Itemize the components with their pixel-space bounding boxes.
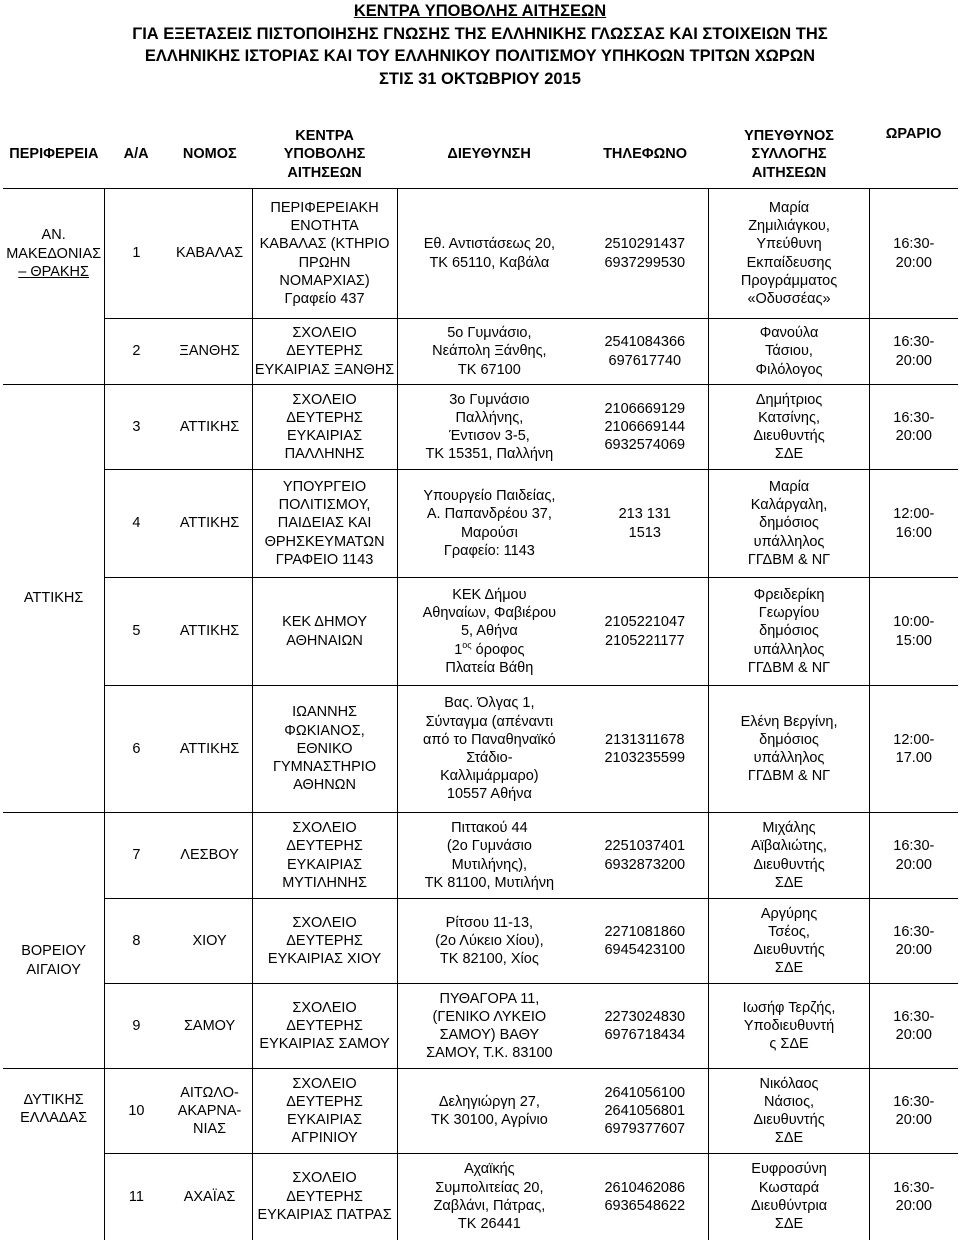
table-row <box>3 899 958 984</box>
address-cell: Δεληγιώργη 27, ΤΚ 30100, Αγρίνιο <box>397 1069 581 1154</box>
header-phone: ΤΗΛΕΦΩΝΟ <box>603 146 688 163</box>
hours-cell: 16:30- 20:00 <box>869 385 958 470</box>
responsible-cell: Μαρία Καλάργαλη, δημόσιος υπάλληλος ΓΓΔΒΜ & ΝΓ <box>709 470 869 578</box>
table-row <box>3 189 958 319</box>
phone-cell: 2273024830 6976718434 <box>581 984 709 1069</box>
responsible-cell: Ευφροσύνη Κωσταρά Διευθύντρια ΣΔΕ <box>709 1154 869 1240</box>
nomos-cell: ΑΤΤΙΚΗΣ <box>168 578 252 686</box>
nomos-cell: ΞΑΝΘΗΣ <box>168 319 252 385</box>
header-responsible: ΥΠΕΥΘΥΝΟΣ ΣΥΛΛΟΓΗΣ ΑΙΤΗΣΕΩΝ <box>744 128 834 181</box>
table-row <box>3 686 958 813</box>
address-cell: 3ο Γυμνάσιο Παλλήνης, Έντισον 3-5, ΤΚ 15351, Παλλήνη <box>397 385 581 470</box>
title-line-3: ΕΛΛΗΝΙΚΗΣ ΙΣΤΟΡΙΑΣ ΚΑΙ ΤΟΥ ΕΛΛΗΝΙΚΟΥ ΠΟΛΙΤΙΣΜΟΥ ΥΠΗΚΟΩΝ ΤΡΙΤΩΝ ΧΩΡΩΝ <box>144 47 816 65</box>
nomos-cell: ΑΙΤΩΛΟ- ΑΚΑΡΝΑ- ΝΙΑΣ <box>168 1069 252 1154</box>
aa-cell: 9 <box>105 984 168 1069</box>
hours-cell: 16:30- 20:00 <box>869 1154 958 1240</box>
phone-cell: 2131311678 2103235599 <box>581 686 709 813</box>
responsible-cell: Μιχάλης Αϊβαλιώτης, Διευθυντής ΣΔΕ <box>709 813 869 899</box>
title-line-2: ΓΙΑ ΕΞΕΤΑΣΕΙΣ ΠΙΣΤΟΠΟΙΗΣΗΣ ΓΝΩΣΗΣ ΤΗΣ ΕΛΛΗΝΙΚΗΣ ΓΛΩΣΣΑΣ ΚΑΙ ΣΤΟΙΧΕΙΩΝ ΤΗΣ <box>132 24 828 43</box>
hours-cell: 16:30- 20:00 <box>869 319 958 385</box>
aa-cell: 11 <box>105 1154 168 1240</box>
floor-number: 1 <box>454 641 463 658</box>
responsible-cell: Ιωσήφ Τερζής, Υποδιευθυντή ς ΣΔΕ <box>709 984 869 1069</box>
nomos-cell: ΧΙΟΥ <box>168 899 252 984</box>
phone-cell: 2510291437 6937299530 <box>581 189 709 319</box>
center-cell: ΙΩΑΝΝΗΣ ΦΩΚΙΑΝΟΣ, ΕΘΝΙΚΟ ΓΥΜΝΑΣΤΗΡΙΟ ΑΘΗΝΩΝ <box>252 686 397 813</box>
table-row <box>3 813 958 899</box>
phone-cell: 2271081860 6945423100 <box>581 899 709 984</box>
floor-label: όροφος <box>471 641 525 658</box>
hours-cell: 12:00- 16:00 <box>869 470 958 578</box>
table-row <box>3 1069 958 1154</box>
header-address: ΔΙΕΥΘΥΝΣΗ <box>447 146 531 163</box>
aa-cell: 2 <box>105 319 168 385</box>
table-row <box>3 385 958 470</box>
address-cell <box>397 578 581 686</box>
responsible-cell: Ελένη Βεργίνη, δημόσιος υπάλληλος ΓΓΔΒΜ & ΝΓ <box>709 686 869 813</box>
table-row <box>3 1154 958 1240</box>
document-title: ΚΕΝΤΡΑ ΥΠΟΒΟΛΗΣ ΑΙΤΗΣΕΩΝ <box>353 2 607 20</box>
address-cell: Εθ. Αντιστάσεως 20, ΤΚ 65110, Καβάλα <box>397 189 581 319</box>
region-cell-amth <box>3 189 105 319</box>
responsible-cell: Νικόλαος Νάσιος, Διευθυντής ΣΔΕ <box>709 1069 869 1154</box>
aa-cell: 10 <box>105 1069 168 1154</box>
center-cell: ΣΧΟΛΕΙΟ ΔΕΥΤΕΡΗΣ ΕΥΚΑΙΡΙΑΣ ΜΥΤΙΛΗΝΗΣ <box>252 813 397 899</box>
nomos-cell: ΛΕΣΒΟΥ <box>168 813 252 899</box>
center-cell: ΣΧΟΛΕΙΟ ΔΕΥΤΕΡΗΣ ΕΥΚΑΙΡΙΑΣ ΠΑΛΛΗΝΗΣ <box>252 385 397 470</box>
aa-cell: 8 <box>105 899 168 984</box>
responsible-cell: Αργύρης Τσέος, Διευθυντής ΣΔΕ <box>709 899 869 984</box>
hours-cell: 16:30- 20:00 <box>869 899 958 984</box>
aa-cell: 1 <box>105 189 168 319</box>
header-nomos: ΝΟΜΟΣ <box>182 146 237 163</box>
address-square: Πλατεία Βάθη <box>445 659 534 676</box>
address-cell: Βας. Όλγας 1, Σύνταγμα (απέναντι από το Παναθηναϊκό Στάδιο- Καλλιμάρμαρο) 10557 Αθήνα <box>397 686 581 813</box>
header-hours: ΩΡΑΡΙΟ <box>885 126 942 142</box>
center-cell: ΠΕΡΙΦΕΡΕΙΑΚΗ ΕΝΟΤΗΤΑ ΚΑΒΑΛΑΣ (ΚΤΗΡΙΟ ΠΡΩΗΝ ΝΟΜΑΡΧΙΑΣ) Γραφείο 437 <box>252 189 397 319</box>
phone-cell: 213 131 1513 <box>581 470 709 578</box>
aa-cell: 4 <box>105 470 168 578</box>
hours-cell: 16:30- 20:00 <box>869 1069 958 1154</box>
table-row <box>3 470 958 578</box>
phone-cell: 2105221047 2105221177 <box>581 578 709 686</box>
table-row <box>3 984 958 1069</box>
region-amth-line2: ΜΑΚΕΔΟΝΙΑΣ <box>6 245 102 262</box>
center-cell: ΣΧΟΛΕΙΟ ΔΕΥΤΕΡΗΣ ΕΥΚΑΙΡΙΑΣ ΧΙΟΥ <box>252 899 397 984</box>
hours-cell: 16:30- 20:00 <box>869 189 958 319</box>
nomos-cell: ΚΑΒΑΛΑΣ <box>168 189 252 319</box>
hours-cell: 16:30- 20:00 <box>869 984 958 1069</box>
region-amth-line3: – ΘΡΑΚΗΣ <box>18 263 89 280</box>
title-line-4: ΣΤΙΣ 31 ΟΚΤΩΒΡΙΟΥ 2015 <box>379 69 581 88</box>
aa-cell: 3 <box>105 385 168 470</box>
address-cell: Ρίτσου 11-13, (2ο Λύκειο Χίου), ΤΚ 82100, Χίος <box>397 899 581 984</box>
header-periferia: ΠΕΡΙΦΕΡΕΙΑ <box>9 146 99 163</box>
document-header <box>0 0 960 90</box>
address-cell: Αχαϊκής Συμπολιτείας 20, Ζαβλάνι, Πάτρας, ΤΚ 26441 <box>397 1154 581 1240</box>
table-header-row <box>3 121 958 189</box>
address-cell: Πιττακού 44 (2ο Γυμνάσιο Μυτιλήνης), ΤΚ 81100, Μυτιλήνη <box>397 813 581 899</box>
header-aa: Α/Α <box>123 146 149 163</box>
aa-cell: 7 <box>105 813 168 899</box>
responsible-cell: Φρειδερίκη Γεωργίου δημόσιος υπάλληλος ΓΓΔΒΜ & ΝΓ <box>709 578 869 686</box>
region-cell-attikis: ΑΤΤΙΚΗΣ <box>3 385 105 813</box>
nomos-cell: ΑΤΤΙΚΗΣ <box>168 385 252 470</box>
aa-cell: 6 <box>105 686 168 813</box>
phone-cell: 2106669129 2106669144 6932574069 <box>581 385 709 470</box>
address-cell: 5ο Γυμνάσιο, Νεάπολη Ξάνθης, ΤΚ 67100 <box>397 319 581 385</box>
hours-cell: 10:00- 15:00 <box>869 578 958 686</box>
hours-cell: 12:00- 17.00 <box>869 686 958 813</box>
region-amth-line1: ΑΝ. <box>41 227 66 244</box>
center-cell: ΣΧΟΛΕΙΟ ΔΕΥΤΕΡΗΣ ΕΥΚΑΙΡΙΑΣ ΣΑΜΟΥ <box>252 984 397 1069</box>
region-cell-vorio-aigaio: ΒΟΡΕΙΟΥ ΑΙΓΑΙΟΥ <box>3 813 105 1069</box>
table-row <box>3 578 958 686</box>
center-cell: ΣΧΟΛΕΙΟ ΔΕΥΤΕΡΗΣ ΕΥΚΑΙΡΙΑΣ ΠΑΤΡΑΣ <box>252 1154 397 1240</box>
center-cell: ΥΠΟΥΡΓΕΙΟ ΠΟΛΙΤΙΣΜΟΥ, ΠΑΙΔΕΙΑΣ ΚΑΙ ΘΡΗΣΚΕΥΜΑΤΩΝ ΓΡΑΦΕΙΟ 1143 <box>252 470 397 578</box>
nomos-cell: ΑΧΑΪΑΣ <box>168 1154 252 1240</box>
responsible-cell: Δημήτριος Κατσίνης, Διευθυντής ΣΔΕ <box>709 385 869 470</box>
region-cell-dytiki-ellada: ΔΥΤΙΚΗΣ ΕΛΛΑΔΑΣ <box>3 1069 105 1240</box>
address-cell: Υπουργείο Παιδείας, Α. Παπανδρέου 37, Μαρούσι Γραφείο: 1143 <box>397 470 581 578</box>
phone-cell: 2641056100 2641056801 6979377607 <box>581 1069 709 1154</box>
nomos-cell: ΣΑΜΟΥ <box>168 984 252 1069</box>
center-cell: ΣΧΟΛΕΙΟ ΔΕΥΤΕΡΗΣ ΕΥΚΑΙΡΙΑΣ ΑΓΡΙΝΙΟΥ <box>252 1069 397 1154</box>
centers-table <box>3 121 958 1240</box>
nomos-cell: ΑΤΤΙΚΗΣ <box>168 470 252 578</box>
table-row <box>3 319 958 385</box>
hours-cell: 16:30- 20:00 <box>869 813 958 899</box>
nomos-cell: ΑΤΤΙΚΗΣ <box>168 686 252 813</box>
floor-ordinal: ος <box>462 639 472 650</box>
phone-cell: 2251037401 6932873200 <box>581 813 709 899</box>
header-kentra: ΚΕΝΤΡΑ ΥΠΟΒΟΛΗΣ ΑΙΤΗΣΕΩΝ <box>283 128 366 181</box>
center-cell: ΣΧΟΛΕΙΟ ΔΕΥΤΕΡΗΣ ΕΥΚΑΙΡΙΑΣ ΞΑΝΘΗΣ <box>252 319 397 385</box>
address-cell: ΠΥΘΑΓΟΡΑ 11, (ΓΕΝΙΚΟ ΛΥΚΕΙΟ ΣΑΜΟΥ) ΒΑΘΥ ΣΑΜΟΥ, Τ.Κ. 83100 <box>397 984 581 1069</box>
center-cell: ΚΕΚ ΔΗΜΟΥ ΑΘΗΝΑΙΩΝ <box>252 578 397 686</box>
address-line: ΚΕΚ Δήμου Αθηναίων, Φαβιέρου 5, Αθήνα <box>422 586 557 640</box>
phone-cell: 2541084366 697617740 <box>581 319 709 385</box>
responsible-cell: Φανούλα Τάσιου, Φιλόλογος <box>709 319 869 385</box>
aa-cell: 5 <box>105 578 168 686</box>
responsible-cell: Μαρία Ζημιλιάγκου, Υπεύθυνη Εκπαίδευσης Προγράμματος «Οδυσσέας» <box>709 189 869 319</box>
region-cell-empty <box>3 319 105 385</box>
phone-cell: 2610462086 6936548622 <box>581 1154 709 1240</box>
